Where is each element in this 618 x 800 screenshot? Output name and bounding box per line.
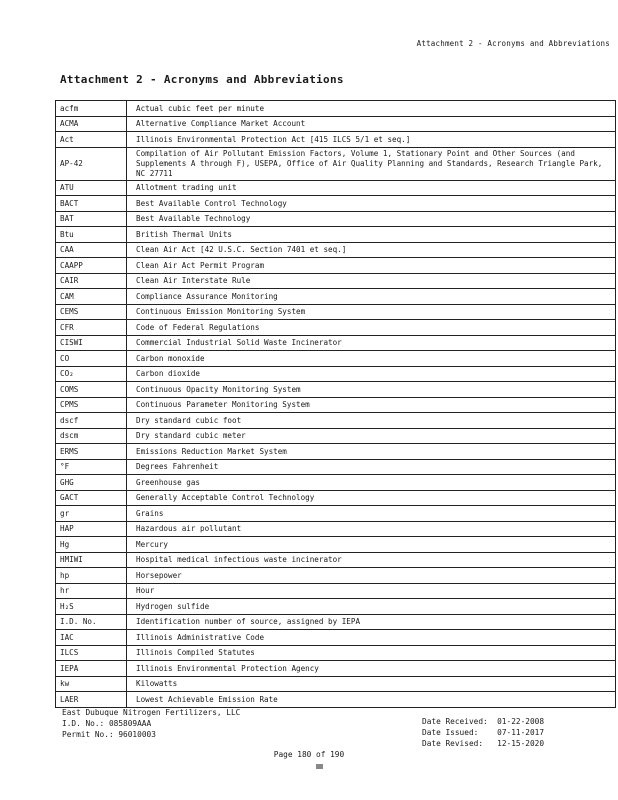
acronym-cell: ILCS — [56, 645, 127, 661]
table-row — [56, 537, 616, 553]
table-row — [56, 180, 616, 196]
definition-cell: Illinois Compiled Statutes — [127, 645, 616, 661]
footer-source-info — [62, 707, 240, 740]
acronym-cell: AP-42 — [56, 147, 127, 180]
acronym-cell: CAA — [56, 242, 127, 258]
definition-cell: Best Available Technology — [127, 211, 616, 227]
acronym-cell: Act — [56, 132, 127, 148]
table-row — [56, 506, 616, 522]
date-revised-value: 12-15-2020 — [497, 739, 545, 748]
definition-cell: Alternative Compliance Market Account — [127, 116, 616, 132]
table-row — [56, 101, 616, 117]
definition-cell: Dry standard cubic meter — [127, 428, 616, 444]
table-row — [56, 413, 616, 429]
definition-cell: Clean Air Interstate Rule — [127, 273, 616, 289]
date-revised-row — [422, 738, 544, 749]
acronym-cell: COMS — [56, 382, 127, 398]
definition-cell: Allotment trading unit — [127, 180, 616, 196]
table-row — [56, 196, 616, 212]
date-received-row — [422, 716, 544, 727]
table-row — [56, 661, 616, 677]
acronym-cell: kw — [56, 676, 127, 692]
acronym-cell: dscm — [56, 428, 127, 444]
acronym-cell: CFR — [56, 320, 127, 336]
running-header: Attachment 2 - Acronyms and Abbreviations — [416, 39, 610, 48]
definition-cell: Kilowatts — [127, 676, 616, 692]
date-issued-label: Date Issued: — [422, 728, 479, 737]
definition-cell: Best Available Control Technology — [127, 196, 616, 212]
table-row — [56, 132, 616, 148]
definition-cell: Grains — [127, 506, 616, 522]
acronym-cell: Btu — [56, 227, 127, 243]
definition-cell: Clean Air Act Permit Program — [127, 258, 616, 274]
definition-cell: Carbon dioxide — [127, 366, 616, 382]
acronym-cell: GHG — [56, 475, 127, 491]
definition-cell: Illinois Environmental Protection Act [415 ILCS 5/1 et seq.] — [127, 132, 616, 148]
acronym-cell: CPMS — [56, 397, 127, 413]
acronym-cell: CISWI — [56, 335, 127, 351]
table-row — [56, 614, 616, 630]
acronym-cell: CO₂ — [56, 366, 127, 382]
acronym-cell: Hg — [56, 537, 127, 553]
table-row — [56, 676, 616, 692]
id-number-label: I.D. No.: — [62, 719, 105, 728]
definition-cell: Carbon monoxide — [127, 351, 616, 367]
acronym-cell: °F — [56, 459, 127, 475]
definition-cell: Actual cubic feet per minute — [127, 101, 616, 117]
table-row — [56, 645, 616, 661]
acronym-cell: CEMS — [56, 304, 127, 320]
table-row — [56, 428, 616, 444]
table-row — [56, 147, 616, 180]
date-issued-value: 07-11-2017 — [497, 728, 545, 737]
acronym-cell: CAAPP — [56, 258, 127, 274]
definition-cell: Horsepower — [127, 568, 616, 584]
definition-cell: Compliance Assurance Monitoring — [127, 289, 616, 305]
table-row — [56, 335, 616, 351]
table-row — [56, 227, 616, 243]
definition-cell: Hospital medical infectious waste incinerator — [127, 552, 616, 568]
definition-cell: Dry standard cubic foot — [127, 413, 616, 429]
acronym-table — [55, 100, 616, 708]
definition-cell: Identification number of source, assigned by IEPA — [127, 614, 616, 630]
acronym-cell: ACMA — [56, 116, 127, 132]
footer-dates — [422, 716, 544, 749]
definition-cell: Illinois Environmental Protection Agency — [127, 661, 616, 677]
definition-cell: Continuous Parameter Monitoring System — [127, 397, 616, 413]
id-number-value: 085809AAA — [108, 719, 152, 728]
definition-cell: Continuous Emission Monitoring System — [127, 304, 616, 320]
acronym-cell: CAM — [56, 289, 127, 305]
definition-cell: Degrees Fahrenheit — [127, 459, 616, 475]
acronym-cell: hr — [56, 583, 127, 599]
table-row — [56, 116, 616, 132]
acronym-cell: GACT — [56, 490, 127, 506]
table-row — [56, 397, 616, 413]
table-row — [56, 304, 616, 320]
acronym-cell: ATU — [56, 180, 127, 196]
table-row — [56, 568, 616, 584]
table-row — [56, 552, 616, 568]
table-row — [56, 366, 616, 382]
date-received-value: 01-22-2008 — [497, 717, 545, 726]
definition-cell: Continuous Opacity Monitoring System — [127, 382, 616, 398]
acronym-cell: IAC — [56, 630, 127, 646]
acronym-cell: CAIR — [56, 273, 127, 289]
acronym-cell: BAT — [56, 211, 127, 227]
table-row — [56, 583, 616, 599]
page-title: Attachment 2 - Acronyms and Abbreviations — [60, 73, 344, 86]
acronym-cell: hp — [56, 568, 127, 584]
table-row — [56, 211, 616, 227]
acronym-cell: HAP — [56, 521, 127, 537]
table-row — [56, 289, 616, 305]
acronym-cell: ERMS — [56, 444, 127, 460]
definition-cell: Code of Federal Regulations — [127, 320, 616, 336]
acronym-cell: CO — [56, 351, 127, 367]
permit-number-label: Permit No.: — [62, 730, 114, 739]
table-row — [56, 444, 616, 460]
page-number: Page 180 of 190 — [273, 750, 345, 759]
definition-cell: Hour — [127, 583, 616, 599]
acronym-cell: acfm — [56, 101, 127, 117]
acronym-cell: BACT — [56, 196, 127, 212]
definition-cell: Emissions Reduction Market System — [127, 444, 616, 460]
id-number-row — [62, 718, 240, 729]
acronym-cell: gr — [56, 506, 127, 522]
acronym-cell: dscf — [56, 413, 127, 429]
definition-cell: Hydrogen sulfide — [127, 599, 616, 615]
table-row — [56, 459, 616, 475]
definition-cell: Compilation of Air Pollutant Emission Factors, Volume 1, Stationary Point and Other Sources (and Supplements A through F), USEPA, Office of Air Quality Planning and Standards, Research Triangle Park, NC 27711 — [127, 147, 616, 180]
scan-mark — [316, 764, 323, 769]
acronym-cell: LAER — [56, 692, 127, 708]
date-received-label: Date Received: — [422, 717, 488, 726]
table-row — [56, 692, 616, 708]
table-row — [56, 630, 616, 646]
company-name: East Dubuque Nitrogen Fertilizers, LLC — [62, 708, 241, 717]
date-revised-label: Date Revised: — [422, 739, 484, 748]
table-row — [56, 382, 616, 398]
definition-cell: Hazardous air pollutant — [127, 521, 616, 537]
definition-cell: Illinois Administrative Code — [127, 630, 616, 646]
table-row — [56, 320, 616, 336]
table-row — [56, 521, 616, 537]
definition-cell: British Thermal Units — [127, 227, 616, 243]
definition-cell: Clean Air Act [42 U.S.C. Section 7401 et seq.] — [127, 242, 616, 258]
table-row — [56, 273, 616, 289]
table-row — [56, 475, 616, 491]
table-row — [56, 242, 616, 258]
acronym-cell: IEPA — [56, 661, 127, 677]
table-row — [56, 351, 616, 367]
definition-cell: Mercury — [127, 537, 616, 553]
permit-number-row — [62, 729, 240, 740]
definition-cell: Generally Acceptable Control Technology — [127, 490, 616, 506]
acronym-cell: I.D. No. — [56, 614, 127, 630]
permit-number-value: 96010003 — [118, 730, 156, 739]
table-row — [56, 490, 616, 506]
table-row — [56, 599, 616, 615]
table-row — [56, 258, 616, 274]
definition-cell: Commercial Industrial Solid Waste Incinerator — [127, 335, 616, 351]
definition-cell: Greenhouse gas — [127, 475, 616, 491]
acronym-cell: H₂S — [56, 599, 127, 615]
date-issued-row — [422, 727, 544, 738]
definition-cell: Lowest Achievable Emission Rate — [127, 692, 616, 708]
acronym-cell: HMIWI — [56, 552, 127, 568]
